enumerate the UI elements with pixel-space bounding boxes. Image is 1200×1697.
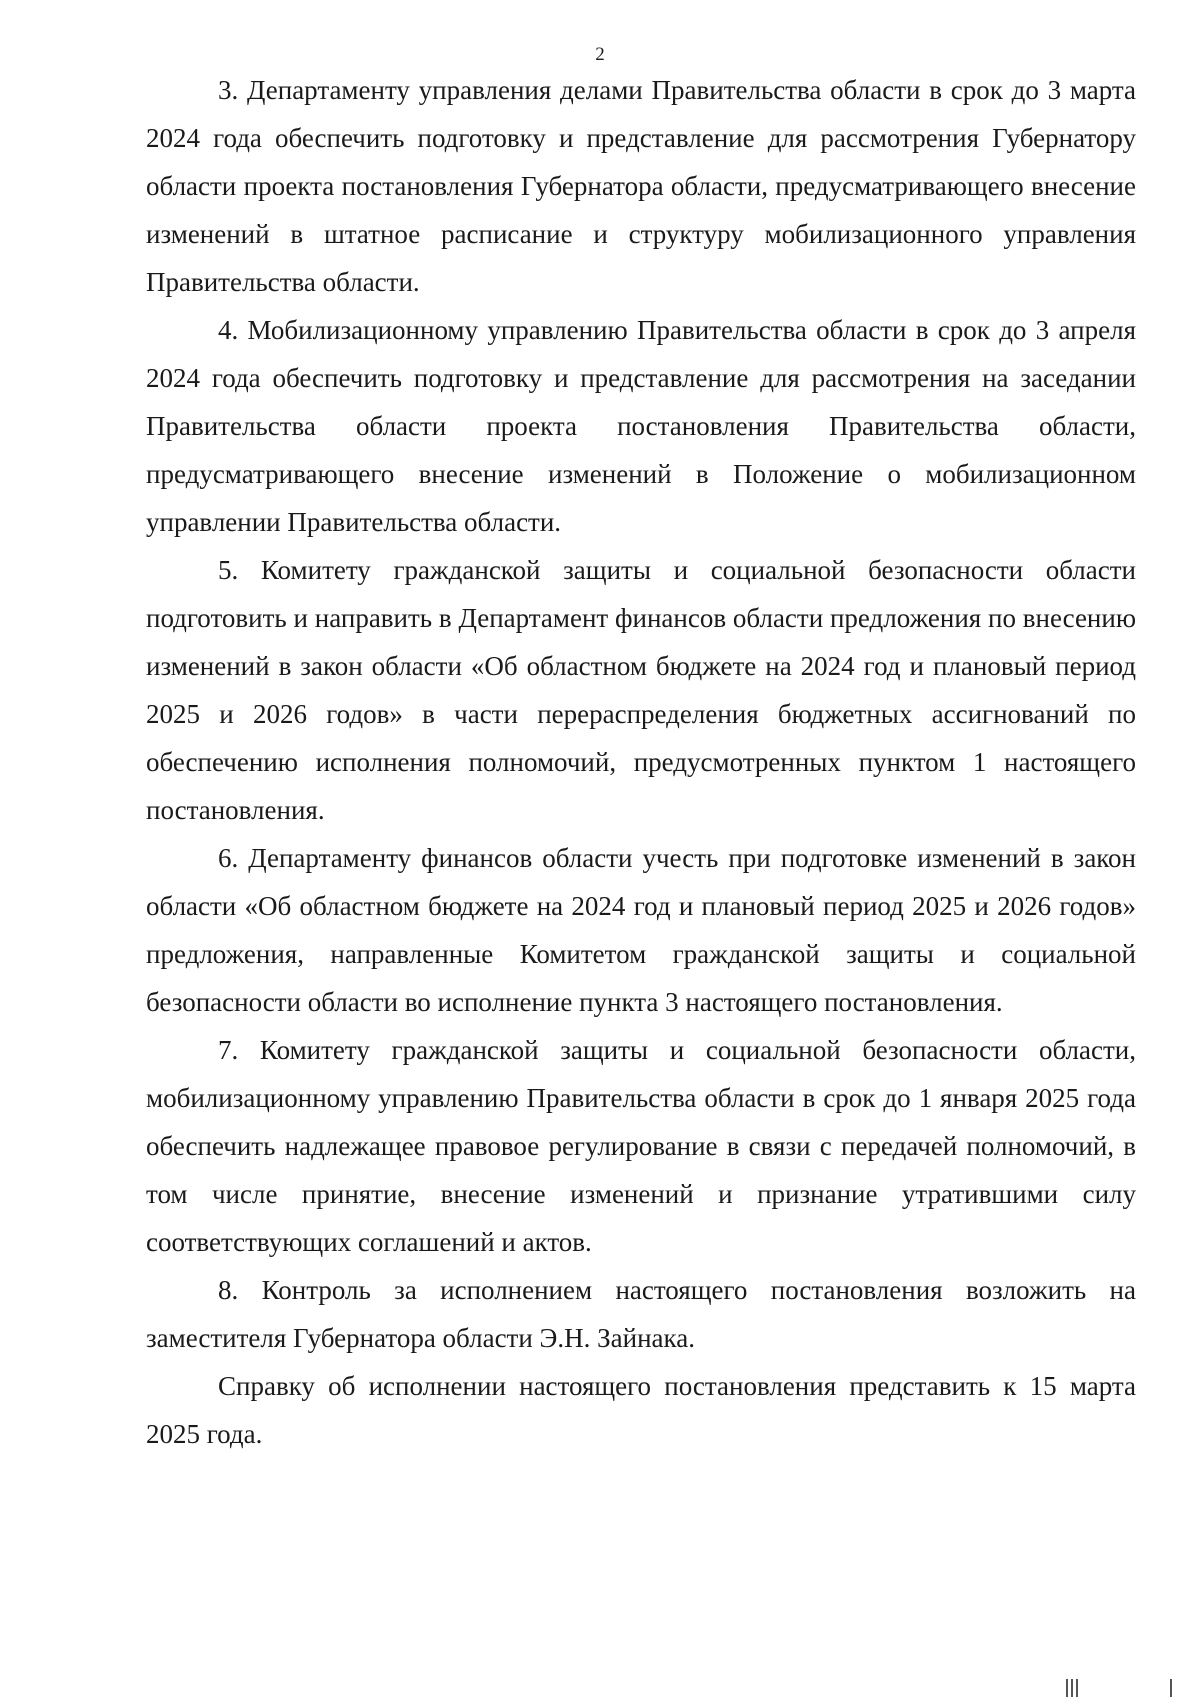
scan-artifact-mark: [1076, 1679, 1078, 1697]
paragraph-item-5: 5. Комитету гражданской защиты и социальной безопасности области подготовить и направить в Департамент финансов области предложения по внесению изменений в закон области «Об областном бюджете на 2024 год и плановый период 2025 и 2026 годов» в части перераспределения бюджетных ассигнований по обеспечению исполнения полномочий, предусмотренных пунктом 1 настоящего постановления.: [146, 555, 1136, 825]
scan-artifact-mark: [1170, 1679, 1172, 1697]
scan-artifact-mark: [1071, 1679, 1073, 1697]
paragraph-item-3: 3. Департаменту управления делами Правительства области в срок до 3 марта 2024 года обеспечить подготовку и представление для рассмотрения Губернатору области проекта постановления Губернатора области, предусматривающего внесение изменений в штатное расписание и структуру мобилизационного управления Правительства области.: [146, 75, 1136, 297]
paragraph-item-6: 6. Департаменту финансов области учесть при подготовке изменений в закон области «Об областном бюджете на 2024 год и плановый период 2025 и 2026 годов» предложения, направленные Комитетом гражданской защиты и социальной безопасности области во исполнение пункта 3 настоящего постановления.: [146, 843, 1136, 1017]
paragraph-item-8: 8. Контроль за исполнением настоящего постановления возложить на заместителя Губернатора области Э.Н. Зайнака.: [146, 1275, 1136, 1353]
paragraph-report-deadline: Справку об исполнении настоящего постановления представить к 15 марта 2025 года.: [146, 1371, 1136, 1449]
document-body: [146, 66, 1136, 1458]
paragraph-item-7: 7. Комитету гражданской защиты и социальной безопасности области, мобилизационному управлению Правительства области в срок до 1 января 2025 года обеспечить надлежащее правовое регулирование в связи с передачей полномочий, в том числе принятие, внесение изменений и признание утратившими силу соответствующих соглашений и актов.: [146, 1035, 1136, 1257]
page-number: 2: [595, 44, 605, 65]
scan-artifact-mark: [1066, 1679, 1068, 1697]
paragraph-item-4: 4. Мобилизационному управлению Правительства области в срок до 3 апреля 2024 года обеспечить подготовку и представление для рассмотрения на заседании Правительства области проекта постановления Правительства области, предусматривающего внесение изменений в Положение о мобилизационном управлении Правительства области.: [146, 315, 1136, 537]
